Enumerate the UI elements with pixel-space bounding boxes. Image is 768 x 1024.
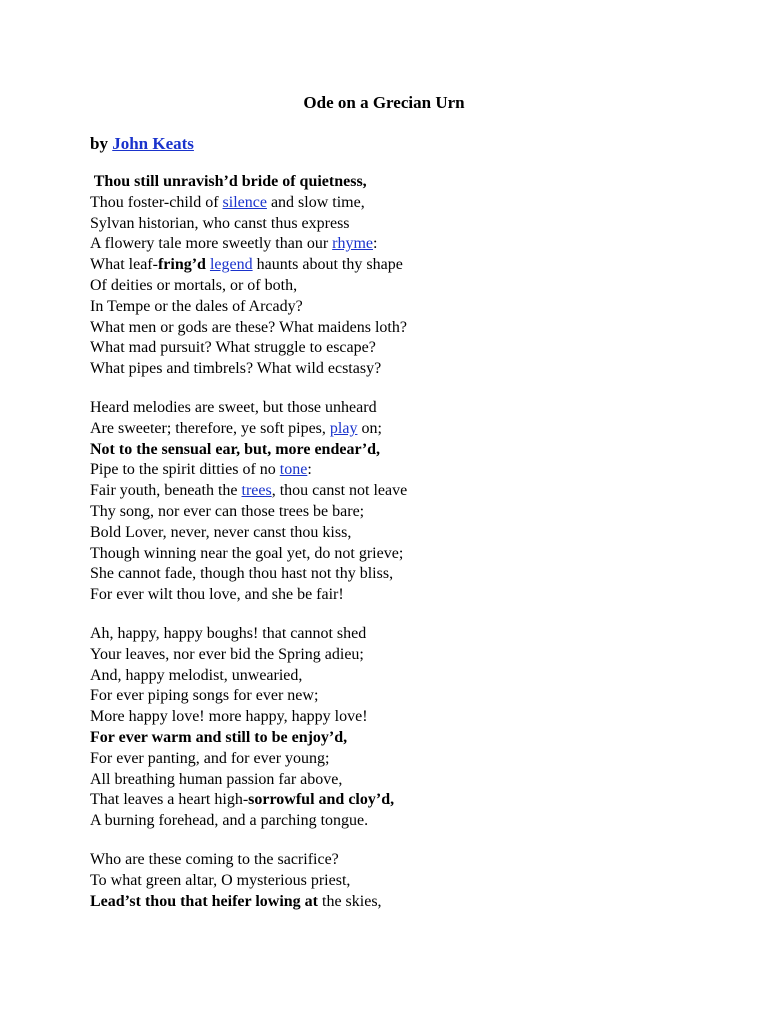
line-text: What men or gods are these? What maidens loth? [90, 318, 407, 336]
poem-line [90, 255, 690, 276]
line-text: More happy love! more happy, happy love! [90, 708, 368, 726]
poem-line [90, 728, 690, 749]
word-link[interactable]: rhyme [332, 235, 374, 253]
poem-line [90, 645, 690, 666]
line-text: For ever panting, and for ever young; [90, 749, 330, 767]
line-text: Your leaves, nor ever bid the Spring adieu; [90, 645, 364, 663]
poem-line [90, 892, 690, 913]
poem-line [90, 172, 690, 193]
poem-line [90, 686, 690, 707]
line-text: Thy song, nor ever can those trees be bare; [90, 502, 365, 520]
byline-prefix: by [90, 134, 113, 153]
line-text: What pipes and timbrels? What wild ecstasy? [90, 360, 382, 378]
line-text: What leaf- [90, 256, 158, 274]
poem-line [90, 440, 690, 461]
poem-line [90, 544, 690, 565]
line-text: And, happy melodist, unwearied, [90, 666, 303, 684]
line-text: For ever wilt thou love, and she be fair! [90, 586, 344, 604]
line-text: on; [357, 419, 382, 437]
poem-line [90, 707, 690, 728]
line-text: the skies, [318, 892, 382, 910]
poem-line [90, 234, 690, 255]
line-text: Thou foster-child of [90, 193, 223, 211]
line-text: Sylvan historian, who canst thus express [90, 214, 350, 232]
bold-text: For ever warm and still to be enjoy’d, [90, 728, 348, 746]
poem-line [90, 850, 690, 871]
stanza-4 [90, 850, 690, 912]
bold-text: Lead’st thou that heifer lowing at [90, 892, 318, 910]
poem-line [90, 276, 690, 297]
poem-line [90, 749, 690, 770]
line-text: In Tempe or the dales of Arcady? [90, 297, 303, 315]
line-text: What mad pursuit? What struggle to escape? [90, 339, 376, 357]
poem-line [90, 666, 690, 687]
line-text: All breathing human passion far above, [90, 770, 343, 788]
line-text: She cannot fade, though thou hast not thy bliss, [90, 565, 394, 583]
poem-line [90, 624, 690, 645]
line-text: Pipe to the spirit ditties of no [90, 461, 280, 479]
poem-line [90, 585, 690, 606]
line-text: Ah, happy, happy boughs! that cannot shed [90, 625, 367, 642]
line-text: Bold Lover, never, never canst thou kiss, [90, 523, 352, 541]
word-link[interactable]: silence [222, 193, 267, 211]
line-text: Fair youth, beneath the [90, 482, 242, 500]
line-text: Who are these coming to the sacrifice? [90, 851, 339, 868]
bold-text: sorrowful and cloy’d, [248, 791, 395, 809]
poem-line [90, 770, 690, 791]
line-text: : [307, 461, 312, 479]
line-text: Are sweeter; therefore, ye soft pipes, [90, 419, 330, 437]
poem-line [90, 338, 690, 359]
poem-line [90, 871, 690, 892]
poem-line [90, 297, 690, 318]
line-text: : [373, 235, 378, 253]
word-link[interactable]: tone [279, 461, 308, 479]
line-text: , thou canst not leave [271, 482, 408, 500]
line-text: A flowery tale more sweetly than our [90, 235, 333, 253]
poem-line [90, 318, 690, 339]
line-text: To what green altar, O mysterious priest, [90, 871, 351, 889]
poem-line [90, 419, 690, 440]
line-text: haunts about thy shape [252, 256, 403, 274]
poem-line [90, 214, 690, 235]
line-text: For ever piping songs for ever new; [90, 687, 319, 705]
word-link[interactable]: trees [241, 482, 272, 500]
line-text: Heard melodies are sweet, but those unheard [90, 399, 377, 416]
poem-line [90, 564, 690, 585]
poem-line [90, 460, 690, 481]
stanza-1 [90, 172, 690, 380]
poem-line [90, 790, 690, 811]
poem-line [90, 481, 690, 502]
byline [90, 133, 194, 155]
poem-line [90, 359, 690, 380]
word-link[interactable]: play [329, 419, 358, 437]
line-text: That leaves a heart high- [90, 791, 249, 809]
word-link[interactable]: legend [209, 256, 253, 274]
line-text: A burning forehead, and a parching tongue. [90, 812, 369, 830]
bold-text: Thou still unravish’d bride of quietness, [90, 173, 367, 190]
line-text: and slow time, [266, 193, 365, 211]
document-title: Ode on a Grecian Urn [303, 93, 465, 112]
line-text: Though winning near the goal yet, do not grieve; [90, 544, 404, 562]
poem-line [90, 193, 690, 214]
poem-line [90, 523, 690, 544]
line-text: Of deities or mortals, or of both, [90, 276, 298, 294]
author-link[interactable]: John Keats [112, 134, 194, 153]
poem-line [90, 398, 690, 419]
poem-line [90, 502, 690, 523]
stanza-2 [90, 398, 690, 606]
bold-text: fring’d [157, 256, 206, 274]
stanza-3 [90, 624, 690, 832]
bold-text: Not to the sensual ear, but, more endear’d, [90, 440, 381, 458]
poem-line [90, 811, 690, 832]
